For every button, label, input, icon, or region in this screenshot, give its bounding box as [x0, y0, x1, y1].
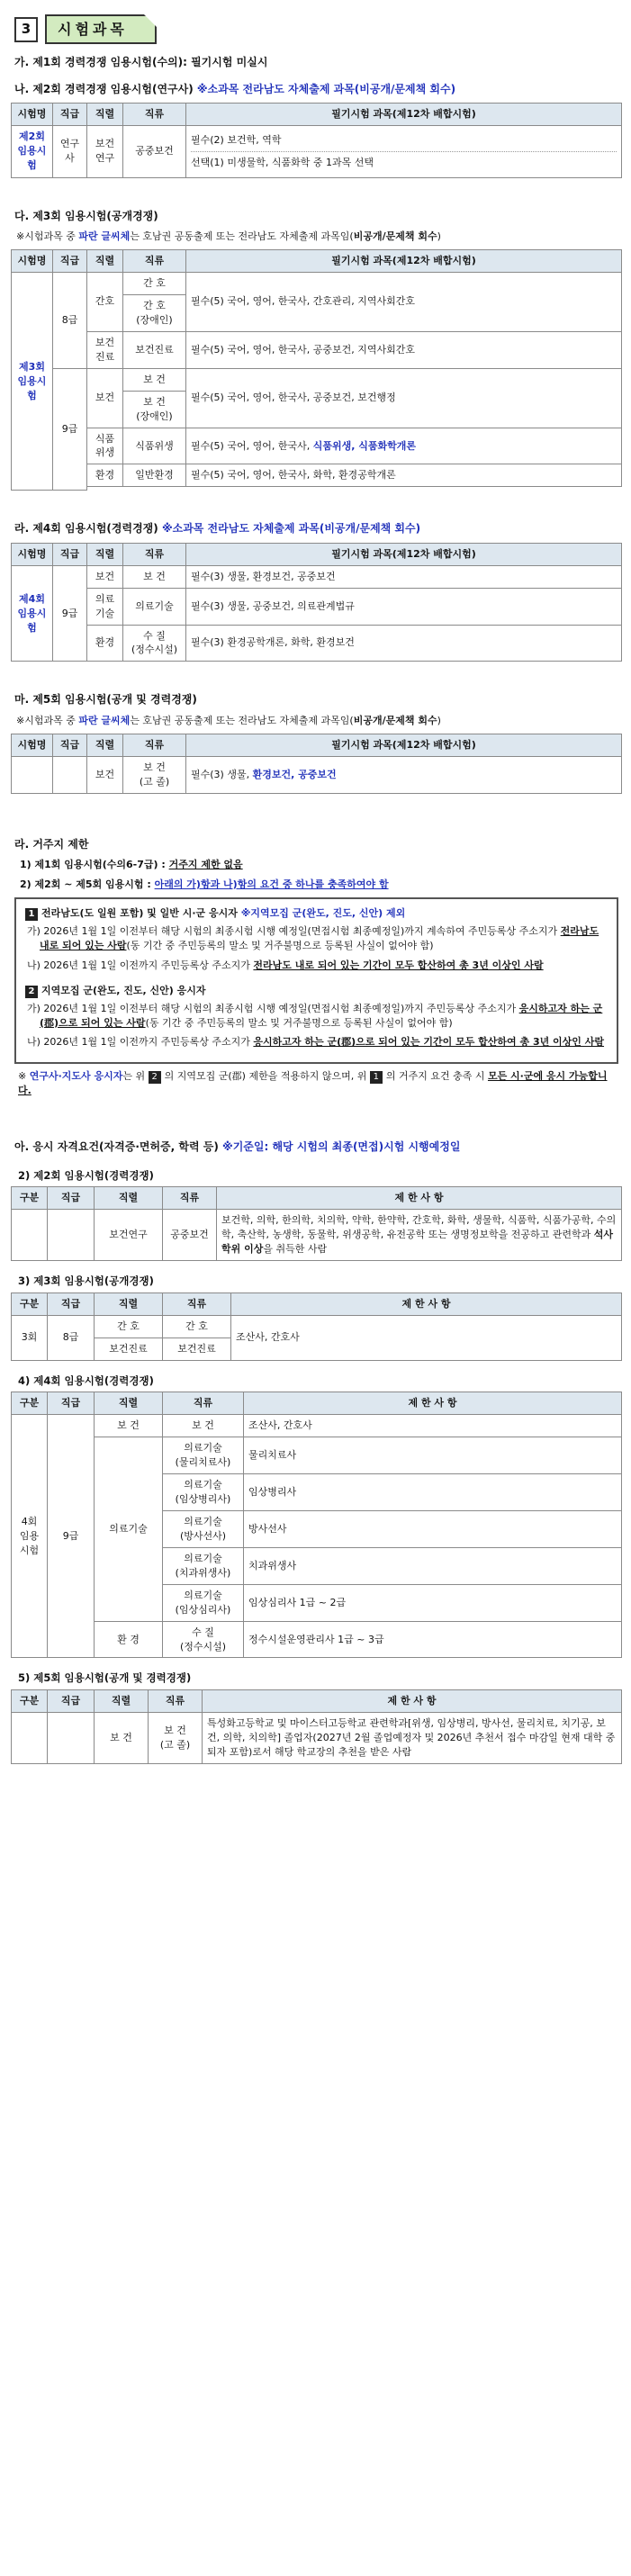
kind-line: (임상심리사) [175, 1603, 231, 1616]
subject-text: 필수(3) 생물, [191, 768, 253, 780]
col-header: 직렬 [95, 1187, 163, 1210]
ra-title: 라. 제4회 임용시험(경력경쟁) [14, 522, 158, 536]
col-header: 직급 [48, 1187, 95, 1210]
para-emph: 응시하고자 하는 군(郡)으로 되어 있는 기간이 모두 합산하여 총 3년 이상인 사람 [253, 1036, 605, 1049]
number-badge: 2 [149, 1071, 161, 1084]
kind-line: (장애인) [136, 313, 173, 326]
kind-cell: 간 호 [163, 1315, 231, 1338]
kind-line: (정수시설) [131, 644, 178, 656]
kind-line: 수 질 [143, 629, 166, 642]
kind-line: 의료기술 [184, 1442, 222, 1455]
label-cell [12, 1210, 48, 1261]
col-header: 직류 [123, 734, 186, 756]
section-header [14, 14, 622, 44]
ma-table [11, 734, 622, 794]
kind-cell [123, 391, 186, 428]
t4-table [11, 1392, 622, 1658]
kind-cell: 보 건 [163, 1415, 244, 1437]
col-header: 제 한 사 항 [231, 1293, 622, 1315]
col-header: 직렬 [95, 1392, 163, 1415]
para-text: 가) 2026년 1월 1일 이전부터 해당 시험의 최종시험 시행 예정일(면접시험 최종예정일)까지 주민등록상 주소지가 [27, 1002, 519, 1014]
col-header: 필기시험 과목(제12차 배합시험) [186, 734, 622, 756]
col-header: 시험명 [12, 734, 53, 756]
kind-line: (고 졸) [139, 775, 170, 788]
series-cell: 보 건 [95, 1415, 163, 1437]
ma-title: 마. 제5회 임용시험(공개 및 경력경쟁) [14, 693, 197, 707]
kind-cell: 간 호 [123, 273, 186, 295]
kind-cell: 보 건 [123, 368, 186, 391]
box-head-note: ※지역모집 군(완도, 진도, 신안) 제외 [240, 906, 406, 919]
residence-box [14, 897, 618, 1065]
kind-line: 보 건 [164, 1725, 186, 1737]
foot-text: 의 지역모집 군(郡) 제한을 적용하지 않으며, 위 [164, 1070, 370, 1083]
res-title: 라. 거주지 제한 [14, 837, 89, 851]
series-cell: 환경 [87, 464, 123, 487]
kind-cell: 식품위생 [123, 428, 186, 464]
col-header: 구분 [12, 1187, 48, 1210]
series-cell: 간호 [87, 273, 123, 332]
series-cell: 보건연구 [95, 1210, 163, 1261]
col-header: 필기시험 과목(제12차 배합시험) [186, 543, 622, 565]
restriction-cell: 임상심리사 1급 ~ 2급 [244, 1584, 622, 1621]
kind-cell: 일반환경 [123, 464, 186, 487]
subject-cell [186, 428, 622, 464]
note-emph: 파란 글씨체 [78, 714, 131, 726]
col-header: 구분 [12, 1392, 48, 1415]
grade-cell: 9급 [53, 368, 87, 491]
col-header: 직류 [149, 1690, 203, 1713]
na-heading [14, 82, 622, 97]
foot-emph: 연구사·지도사 응시자 [29, 1070, 123, 1083]
para-b1-ga [27, 924, 608, 953]
restriction-cell: 정수시설운영관리사 1급 ~ 3급 [244, 1621, 622, 1658]
kind-line: (치과위생사) [175, 1566, 231, 1579]
series-cell: 보건 [87, 756, 123, 793]
col-header: 직류 [163, 1293, 231, 1315]
subject-cell: 필수(5) 국어, 영어, 한국사, 화학, 환경공학개론 [186, 464, 622, 487]
subject-cell: 필수(3) 생물, 공중보건, 의료관계법규 [186, 588, 622, 625]
col-header: 직급 [53, 103, 87, 125]
kind-cell: 보건진료 [123, 331, 186, 368]
col-header: 직렬 [87, 250, 123, 273]
subject-cell [186, 125, 622, 177]
para-text: 나) 2026년 1월 1일 이전까지 주민등록상 주소지가 [27, 1036, 254, 1049]
kind-cell [123, 294, 186, 331]
restriction-text: 을 취득한 사람 [263, 1243, 328, 1256]
kind-line: (방사선사) [179, 1529, 227, 1542]
kind-cell [163, 1510, 244, 1547]
res-value: 거주지 제한 없음 [168, 858, 243, 870]
foot-text: 의 거주지 요건 충족 시 [385, 1070, 488, 1083]
restriction-cell: 치과위생사 [244, 1547, 622, 1584]
res-line-2 [20, 878, 622, 892]
kind-cell [163, 1547, 244, 1584]
box-head-text: 지역모집 군(완도, 진도, 신안) 응시자 [41, 984, 206, 996]
section-title: 시험과목 [45, 14, 157, 44]
label-cell [12, 1713, 48, 1764]
ra-heading [14, 521, 622, 536]
a-note: ※기준일: 해당 시험의 최종(면접)시험 시행예정일 [222, 1140, 461, 1154]
subject-cell: 필수(5) 국어, 영어, 한국사, 공중보건, 지역사회간호 [186, 331, 622, 368]
restriction-emph: 석사학위 이상 [221, 1229, 613, 1256]
grade-cell [48, 1210, 95, 1261]
restriction-text: 보건학, 의학, 한의학, 치의학, 약학, 한약학, 간호학, 화학, 생물학, 식품학, 식품가공학, 수의학, 축산학, 농생학, 동물학, 위생공학, 유전공학 또는 생명정보학을 전공하고 관련학과 [221, 1214, 617, 1241]
col-header: 직렬 [95, 1690, 149, 1713]
da-note [16, 230, 622, 244]
para-text: (동 기간 중 주민등록의 말소 및 거주불명으로 등록된 사실이 없어야 함) [145, 1016, 453, 1029]
a-heading [14, 1139, 622, 1155]
kind-line: 간 호 [143, 299, 166, 311]
exam-name [12, 756, 53, 793]
kind-line: 의료기술 [184, 1589, 222, 1601]
kind-cell [163, 1621, 244, 1658]
kind-line: (고 졸) [159, 1738, 191, 1751]
restriction-cell: 임상병리사 [244, 1474, 622, 1511]
kind-line: 의료기술 [184, 1479, 222, 1491]
subject-emph: 환경보건, 공중보건 [252, 768, 337, 780]
na-title: 나. 제2회 경력경쟁 임용시험(연구사) [14, 82, 194, 95]
foot-text: ※ [18, 1070, 30, 1083]
para-b2-na [27, 1035, 608, 1049]
kind-cell: 공중보건 [163, 1210, 217, 1261]
series-cell: 간 호 [95, 1315, 163, 1338]
a-title: 아. 응시 자격요건(자격증·면허증, 학력 등) [14, 1140, 219, 1154]
number-badge: 1 [25, 908, 38, 921]
para-text: 나) 2026년 1월 1일 이전까지 주민등록상 주소지가 [27, 959, 254, 971]
subject-line: 선택(1) 미생물학, 식품화학 중 1과목 선택 [191, 156, 374, 168]
grade-cell [53, 756, 87, 793]
col-header: 직급 [53, 250, 87, 273]
col-header: 직렬 [87, 543, 123, 565]
na-note: ※소과목 전라남도 자체출제 과목(비공개/문제책 회수) [196, 82, 456, 95]
t4-title: 4) 제4회 임용시험(경력경쟁) [18, 1374, 154, 1387]
grade-cell [48, 1713, 95, 1764]
kind-cell [123, 625, 186, 662]
note-text: ※시험과목 중 [16, 714, 79, 726]
da-title: 다. 제3회 임용시험(공개경쟁) [14, 209, 158, 222]
col-header: 직류 [163, 1392, 244, 1415]
spacer [87, 487, 622, 491]
t3-table [11, 1293, 622, 1361]
col-header: 시험명 [12, 250, 53, 273]
kind-line: 보 건 [143, 761, 166, 773]
ra-table [11, 543, 622, 662]
exam-name: 제3회 임용시험 [12, 273, 53, 491]
col-header: 제 한 사 항 [203, 1690, 622, 1713]
kind-line: (물리치료사) [175, 1456, 231, 1469]
box-head-2 [25, 984, 608, 998]
para-emph: 응시하고자 하는 군(郡)으로 되어 있는 사람 [40, 1002, 603, 1029]
kind-line: 수 질 [192, 1626, 214, 1638]
col-header: 시험명 [12, 543, 53, 565]
exam-name: 제2회 임용시험 [12, 125, 53, 177]
kind-line: 의료기술 [184, 1552, 222, 1564]
label-cell: 3회 [12, 1315, 48, 1360]
col-header: 직급 [48, 1690, 95, 1713]
col-header: 제 한 사 항 [244, 1392, 622, 1415]
kind-cell [163, 1474, 244, 1511]
para-b1-na [27, 959, 608, 973]
subject-cell [186, 756, 622, 793]
subject-emph: 식품위생, 식품화학개론 [312, 439, 416, 452]
subject-cell: 필수(5) 국어, 영어, 한국사, 공중보건, 보건행정 [186, 368, 622, 428]
col-header: 직렬 [87, 103, 123, 125]
para-text: (동 기간 중 주민등록의 말소 및 거주불명으로 등록된 사실이 없어야 함) [126, 939, 434, 951]
grade-cell: 연구사 [53, 125, 87, 177]
grade-cell: 8급 [53, 273, 87, 369]
ra-note: ※소과목 전라남도 자체출제 과목(비공개/문제책 회수) [161, 522, 421, 536]
subject-cell: 필수(3) 환경공학개론, 화학, 환경보건 [186, 625, 622, 662]
series-cell: 보건진료 [95, 1338, 163, 1360]
ga-title: 가. 제1회 경력경쟁 임용시험(수의): 필기시험 미실시 [14, 56, 268, 69]
res-label: 2) 제2회 ~ 제5회 임용시험 : [20, 878, 155, 890]
restriction-cell: 특성화고등학교 및 마이스터고등학교 관련학과[위생, 임상병리, 방사선, 물리치료, 치기공, 보건, 의학, 치의학] 졸업자(2027년 2월 졸업예정자 및 2026년 추천서 접수 마감일 현재 대학 중퇴자 포함)로서 해당 학교장의 추천을 받은 사람 [203, 1713, 622, 1764]
col-header: 구분 [12, 1690, 48, 1713]
col-header: 시험명 [12, 103, 53, 125]
restriction-cell: 방사선사 [244, 1510, 622, 1547]
kind-cell: 의료기술 [123, 588, 186, 625]
series-cell: 보건 [87, 565, 123, 588]
kind-cell: 보 건 [123, 565, 186, 588]
t3-title: 3) 제3회 임용시험(공개경쟁) [18, 1274, 154, 1288]
para-text: 가) 2026년 1월 1일 이전부터 해당 시험의 최종시험 시행 예정일(면접시험 최종예정일)까지 계속하여 주민등록상 주소지가 [27, 924, 561, 937]
res-line-1 [20, 858, 622, 872]
section-number: 3 [14, 17, 38, 42]
subject-cell: 필수(3) 생물, 환경보건, 공중보건 [186, 565, 622, 588]
col-header: 직류 [123, 250, 186, 273]
restriction-cell: 조산사, 간호사 [231, 1315, 622, 1360]
series-cell: 의료기술 [95, 1437, 163, 1621]
kind-cell [163, 1584, 244, 1621]
kind-cell [123, 756, 186, 793]
note-emph: 파란 글씨체 [78, 230, 131, 243]
na-table [11, 103, 622, 178]
col-header: 직급 [53, 543, 87, 565]
para-emph: 전라남도 내로 되어 있는 사람 [40, 924, 599, 951]
subject-line: 필수(2) 보건학, 역학 [191, 130, 617, 152]
series-cell: 의료기술 [87, 588, 123, 625]
restriction-cell [217, 1210, 622, 1261]
series-cell: 보 건 [95, 1713, 149, 1764]
kind-line: (장애인) [136, 410, 173, 422]
series-cell: 보건연구 [87, 125, 123, 177]
col-header: 직류 [163, 1187, 217, 1210]
col-header: 필기시험 과목(제12차 배합시험) [186, 103, 622, 125]
t2-table [11, 1186, 622, 1261]
res-label: 1) 제1회 임용시험(수의6-7급) : [20, 858, 169, 870]
kind-line: 보 건 [143, 395, 166, 408]
note-text: ) [437, 230, 441, 243]
ma-note [16, 714, 622, 728]
number-badge: 2 [25, 986, 38, 998]
kind-cell: 보건진료 [163, 1338, 231, 1360]
res-footnote [18, 1069, 618, 1098]
number-badge: 1 [370, 1071, 383, 1084]
para-b2-ga [27, 1002, 608, 1031]
series-cell: 환 경 [95, 1621, 163, 1658]
kind-cell [163, 1437, 244, 1474]
kind-cell: 공중보건 [123, 125, 186, 177]
para-emph: 전라남도 내로 되어 있는 기간이 모두 합산하여 총 3년 이상인 사람 [253, 959, 544, 971]
kind-line: 의료기술 [184, 1515, 222, 1527]
col-header: 필기시험 과목(제12차 배합시험) [186, 250, 622, 273]
note-text: ) [437, 714, 441, 726]
kind-line: (정수시설) [179, 1640, 227, 1653]
col-header: 직류 [123, 543, 186, 565]
foot-text: 는 위 [122, 1070, 149, 1083]
t5-title: 5) 제5회 임용시험(공개 및 경력경쟁) [18, 1671, 192, 1685]
subject-cell: 필수(5) 국어, 영어, 한국사, 간호관리, 지역사회간호 [186, 273, 622, 332]
da-table [11, 249, 622, 491]
col-header: 직렬 [95, 1293, 163, 1315]
series-cell: 환경 [87, 625, 123, 662]
box-head-1 [25, 906, 608, 921]
kind-line: (임상병리사) [175, 1493, 231, 1505]
col-header: 구분 [12, 1293, 48, 1315]
col-header: 직급 [48, 1392, 95, 1415]
foot-emph: 모든 시·군에 응시 가능합니다. [18, 1070, 608, 1097]
note-emph: 비공개/문제책 회수 [353, 714, 437, 726]
series-cell: 보건진료 [87, 331, 123, 368]
col-header: 직렬 [87, 734, 123, 756]
t5-table [11, 1689, 622, 1764]
subject-text: 필수(5) 국어, 영어, 한국사, [191, 439, 313, 452]
exam-name: 제4회 임용시험 [12, 565, 53, 662]
series-cell: 식품위생 [87, 428, 123, 464]
col-header: 직급 [48, 1293, 95, 1315]
col-header: 직급 [53, 734, 87, 756]
note-text: ※시험과목 중 [16, 230, 79, 243]
col-header: 제 한 사 항 [217, 1187, 622, 1210]
note-text: 는 호남권 공동출제 또는 전라남도 자체출제 과목임( [130, 230, 354, 243]
res-value: 아래의 가)항과 나)항의 요건 중 하나를 충족하여야 함 [154, 878, 389, 890]
box-head-text: 전라남도(도 일원 포함) 및 일반 시·군 응시자 [41, 906, 238, 919]
label-cell: 4회 임용 시험 [12, 1415, 48, 1658]
t2-title: 2) 제2회 임용시험(경력경쟁) [18, 1168, 154, 1182]
kind-cell [149, 1713, 203, 1764]
grade-cell: 9급 [53, 565, 87, 662]
col-header: 직류 [123, 103, 186, 125]
grade-cell: 9급 [48, 1415, 95, 1658]
series-cell: 보건 [87, 368, 123, 428]
note-emph: 비공개/문제책 회수 [353, 230, 437, 243]
restriction-cell: 물리치료사 [244, 1437, 622, 1474]
grade-cell: 8급 [48, 1315, 95, 1360]
note-text: 는 호남권 공동출제 또는 전라남도 자체출제 과목임( [130, 714, 354, 726]
restriction-cell: 조산사, 간호사 [244, 1415, 622, 1437]
